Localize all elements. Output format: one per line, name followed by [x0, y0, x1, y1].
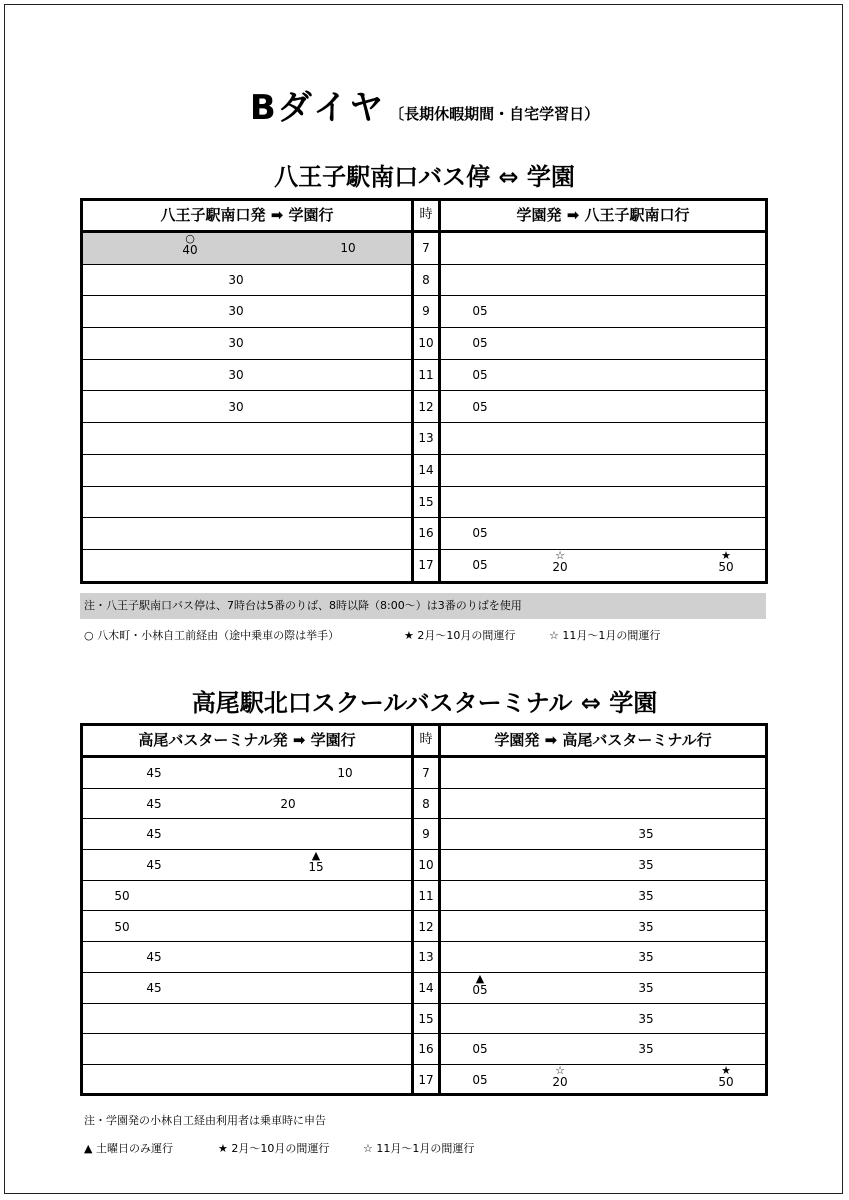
departure-minute: 35 [638, 1011, 654, 1026]
departure-minute: 05 [472, 558, 488, 572]
departure-cell-left [83, 233, 411, 264]
header-hour: 時 [419, 207, 433, 222]
table-row [83, 942, 765, 973]
departure-cell-right [441, 455, 765, 486]
departure-time [631, 889, 661, 903]
hour-cell: 9 [422, 827, 430, 842]
departure-cell-right [441, 550, 765, 582]
table-row [83, 1065, 765, 1096]
table-row [83, 550, 765, 582]
hour-cell: 12 [418, 399, 434, 414]
table-row [83, 758, 765, 789]
hour-cell: 10 [418, 858, 434, 873]
table-row [83, 233, 765, 265]
departure-cell-right [441, 1004, 765, 1034]
departure-minute: 50 [114, 888, 130, 903]
departure-minute: 45 [146, 796, 162, 811]
departure-minute: 35 [638, 827, 654, 842]
table-row [83, 328, 765, 360]
table-row [83, 392, 765, 424]
departure-time [107, 889, 137, 903]
departure-minute: 30 [228, 367, 244, 382]
departure-cell-left [83, 392, 411, 423]
departure-cell-left [83, 973, 411, 1003]
departure-cell-left [83, 789, 411, 819]
hour-cell: 14 [418, 462, 434, 477]
departure-minute: 30 [228, 336, 244, 351]
departure-cell-right [441, 881, 765, 911]
timetable-hachioji [80, 198, 768, 584]
departure-cell-right [441, 819, 765, 849]
departure-time [139, 858, 169, 872]
hour-cell: 15 [418, 1011, 434, 1026]
departure-minute: 45 [146, 980, 162, 995]
departure-time [465, 304, 495, 318]
departure-minute: 05 [472, 399, 488, 414]
departure-time [330, 766, 360, 780]
header-right: 学園発 ➡ 八王子駅南口行 [516, 206, 690, 224]
departure-cell-right [441, 912, 765, 942]
departure-minute: 50 [114, 919, 130, 934]
departure-cell-left [83, 881, 411, 911]
note-star-2: ★ 2月～10月の間運行 [218, 1142, 330, 1155]
departure-minute: 05 [472, 1042, 488, 1057]
departure-cell-right [441, 758, 765, 788]
departure-minute: 20 [552, 1075, 568, 1089]
departure-cell-left [83, 758, 411, 788]
hour-cell: 7 [422, 241, 430, 255]
header-hour: 時 [419, 732, 433, 747]
departure-cell-left [83, 360, 411, 391]
departure-cell-right [441, 487, 765, 518]
departure-cell-right [441, 518, 765, 549]
departure-time [465, 1073, 495, 1087]
departure-minute: 45 [146, 858, 162, 873]
page-title [0, 80, 849, 129]
departure-time [221, 336, 251, 350]
table-row [83, 1004, 765, 1035]
departure-cell-left [83, 1004, 411, 1034]
departure-time [221, 368, 251, 382]
departure-time [175, 233, 205, 256]
departure-cell-left [83, 912, 411, 942]
departure-cell-right [441, 850, 765, 880]
departure-time [465, 336, 495, 350]
route-title-takao: 高尾駅北口スクールバスターミナル ⇔ 学園 [191, 689, 658, 717]
departure-time [631, 950, 661, 964]
departure-cell-left [83, 328, 411, 359]
departure-time [465, 973, 495, 996]
note-kobayashi: 注・学園発の小林自工経由利用者は乗車時に申告 [84, 1114, 326, 1127]
departure-mark: ☆ [555, 549, 565, 562]
departure-minute: 05 [472, 336, 488, 351]
departure-minute: 35 [638, 1042, 654, 1057]
departure-minute: 45 [146, 950, 162, 965]
hour-cell: 10 [418, 336, 434, 351]
header-right: 学園発 ➡ 高尾バスターミナル行 [494, 731, 712, 749]
departure-time [139, 797, 169, 811]
departure-time [545, 1065, 575, 1088]
note-star: ★ 2月～10月の間運行 [404, 629, 516, 642]
departure-time [273, 797, 303, 811]
departure-time [631, 920, 661, 934]
table-row [83, 881, 765, 912]
departure-mark: ★ [721, 1064, 731, 1077]
departure-time [631, 1042, 661, 1056]
departure-mark: ▲ [311, 849, 321, 863]
column-divider [411, 201, 414, 581]
departure-minute: 45 [146, 827, 162, 842]
departure-mark: ☆ [555, 1064, 565, 1077]
departure-time [221, 400, 251, 414]
table-row [83, 789, 765, 820]
departure-minute: 35 [638, 858, 654, 873]
hour-cell: 15 [418, 494, 434, 509]
departure-cell-right [441, 392, 765, 423]
departure-cell-left [83, 1065, 411, 1096]
table-row [83, 1034, 765, 1065]
departure-cell-right [441, 1034, 765, 1064]
hour-cell: 8 [422, 272, 430, 287]
departure-minute: 45 [146, 766, 162, 780]
departure-minute: 05 [472, 1073, 488, 1087]
departure-time [221, 273, 251, 287]
departure-time [139, 950, 169, 964]
departure-time [465, 558, 495, 572]
route-title-hachioji: 八王子駅南口バス停 ⇔ 学園 [274, 163, 575, 191]
table-row [83, 850, 765, 881]
departure-cell-left [83, 455, 411, 486]
note-white-star: ☆ 11月～1月の間運行 [549, 629, 661, 642]
departure-time [545, 550, 575, 573]
departure-cell-left [83, 423, 411, 454]
table-row [83, 423, 765, 455]
departure-cell-right [441, 360, 765, 391]
departure-time [301, 850, 331, 873]
departure-cell-right [441, 265, 765, 296]
departure-minute: 35 [638, 980, 654, 995]
table-row [83, 912, 765, 943]
departure-cell-left [83, 850, 411, 880]
departure-cell-right [441, 423, 765, 454]
departure-minute: 20 [552, 560, 568, 574]
hour-cell: 17 [418, 1073, 434, 1087]
table-row [83, 296, 765, 328]
departure-mark: ★ [721, 549, 731, 562]
departure-cell-right [441, 296, 765, 327]
departure-cell-left [83, 550, 411, 582]
departure-minute: 35 [638, 888, 654, 903]
hour-cell: 16 [418, 1042, 434, 1057]
departure-cell-right [441, 942, 765, 972]
departure-cell-left [83, 296, 411, 327]
column-divider [438, 201, 441, 581]
hour-cell: 8 [422, 796, 430, 811]
departure-time [221, 304, 251, 318]
hour-cell: 13 [418, 950, 434, 965]
hour-cell: 17 [418, 558, 434, 572]
departure-time [465, 400, 495, 414]
departure-minute: 20 [280, 796, 296, 811]
table-row [83, 819, 765, 850]
hour-cell: 13 [418, 431, 434, 446]
departure-minute: 05 [472, 526, 488, 541]
table-row [83, 487, 765, 519]
note-circle: ○ 八木町・小林自工前経由（途中乗車の際は挙手） [84, 629, 340, 642]
header-left: 高尾バスターミナル発 ➡ 学園行 [138, 731, 356, 749]
departure-time [139, 981, 169, 995]
departure-minute: 35 [638, 950, 654, 965]
departure-cell-right [441, 789, 765, 819]
table-row [83, 518, 765, 550]
departure-minute: 10 [340, 241, 356, 255]
column-divider [411, 726, 414, 1093]
departure-time [139, 766, 169, 780]
departure-cell-left [83, 487, 411, 518]
departure-time [333, 241, 363, 255]
title-sub: 〔長期休暇期間・自宅学習日） [389, 105, 600, 123]
departure-cell-right [441, 328, 765, 359]
departure-minute: 15 [308, 860, 324, 875]
departure-minute: 50 [718, 1075, 734, 1089]
hour-cell: 9 [422, 304, 430, 319]
table-header [83, 726, 765, 758]
table-row [83, 360, 765, 392]
hour-cell: 7 [422, 766, 430, 780]
timetable-takao [80, 723, 768, 1096]
departure-time [465, 526, 495, 540]
hour-cell: 12 [418, 919, 434, 934]
departure-time [465, 1042, 495, 1056]
header-left: 八王子駅南口発 ➡ 学園行 [160, 206, 334, 224]
departure-cell-left [83, 819, 411, 849]
departure-time [631, 981, 661, 995]
hour-cell: 14 [418, 980, 434, 995]
table-row [83, 973, 765, 1004]
table-row [83, 455, 765, 487]
departure-minute: 35 [638, 919, 654, 934]
departure-minute: 50 [718, 560, 734, 574]
departure-mark: ▲ [475, 971, 485, 985]
departure-cell-right [441, 973, 765, 1003]
departure-cell-left [83, 1034, 411, 1064]
departure-minute: 30 [228, 304, 244, 319]
departure-time [139, 827, 169, 841]
departure-minute: 05 [472, 367, 488, 382]
departure-time [107, 920, 137, 934]
departure-minute: 40 [182, 243, 198, 257]
departure-minute: 30 [228, 399, 244, 414]
hour-cell: 11 [418, 888, 434, 903]
note-bar-hachioji: 注・八王子駅南口バス停は、7時台は5番のりば、8時以降（8:00～）は3番のりばを使用 [80, 593, 766, 619]
title-main: Bダイヤ [249, 88, 386, 128]
hour-cell: 11 [418, 367, 434, 382]
departure-minute: 05 [472, 982, 488, 997]
departure-cell-left [83, 942, 411, 972]
hour-cell: 16 [418, 526, 434, 541]
departure-time [631, 1012, 661, 1026]
column-divider [438, 726, 441, 1093]
departure-minute: 05 [472, 304, 488, 319]
departure-cell-right [441, 233, 765, 264]
note-white-star-2: ☆ 11月～1月の間運行 [363, 1142, 475, 1155]
note-triangle: ▲ 土曜日のみ運行 [84, 1142, 173, 1155]
departure-minute: 10 [337, 766, 353, 780]
departure-minute: 30 [228, 272, 244, 287]
table-row [83, 265, 765, 297]
departure-time [631, 827, 661, 841]
departure-time [465, 368, 495, 382]
departure-time [711, 1065, 741, 1088]
departure-time [711, 550, 741, 573]
table-header [83, 201, 765, 233]
departure-mark: ○ [185, 232, 195, 245]
departure-time [631, 858, 661, 872]
departure-cell-left [83, 518, 411, 549]
departure-cell-right [441, 1065, 765, 1096]
departure-cell-left [83, 265, 411, 296]
